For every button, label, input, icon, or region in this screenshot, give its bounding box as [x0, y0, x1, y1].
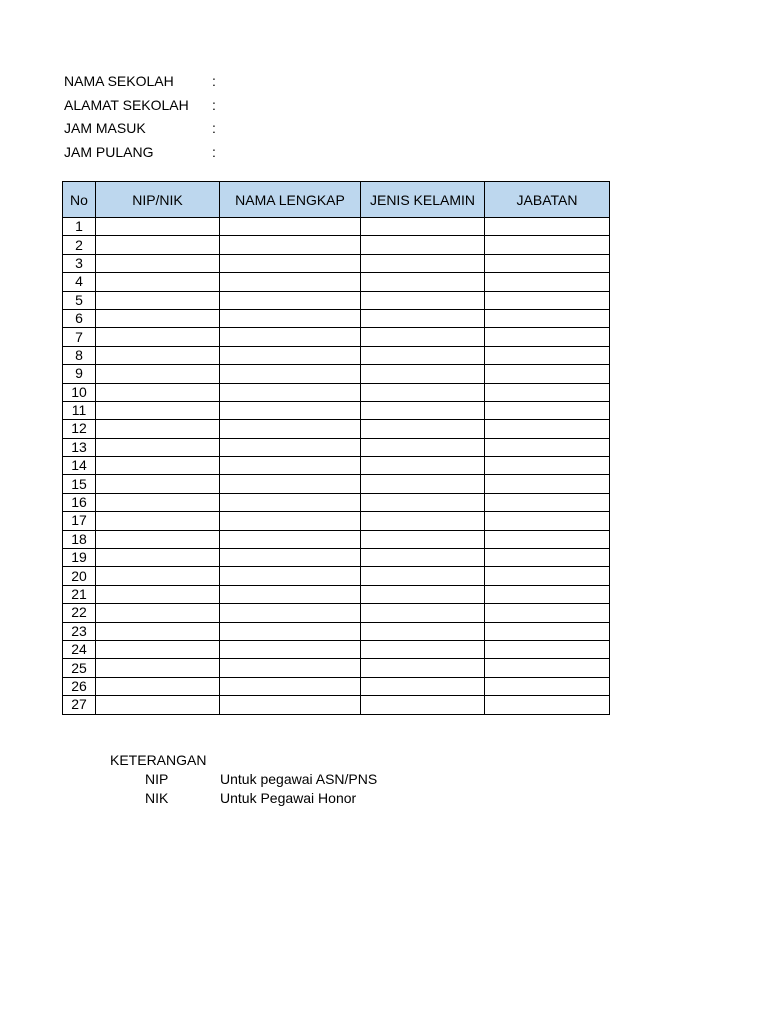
nip-nik-cell[interactable]: [96, 254, 220, 272]
row-number-cell: 11: [63, 401, 96, 419]
nip-nik-cell[interactable]: [96, 622, 220, 640]
position-cell[interactable]: [485, 346, 610, 364]
table-row: [63, 236, 610, 254]
nip-nik-cell[interactable]: [96, 696, 220, 714]
position-cell[interactable]: [485, 291, 610, 309]
gender-cell[interactable]: [361, 438, 485, 456]
gender-cell[interactable]: [361, 218, 485, 236]
table-row: [63, 438, 610, 456]
full-name-cell[interactable]: [220, 530, 361, 548]
table-row: [63, 549, 610, 567]
table-row: [63, 530, 610, 548]
full-name-cell[interactable]: [220, 218, 361, 236]
row-number-cell: 23: [63, 622, 96, 640]
full-name-cell[interactable]: [220, 438, 361, 456]
table-row: [63, 420, 610, 438]
full-name-cell[interactable]: [220, 696, 361, 714]
row-number-cell: 19: [63, 549, 96, 567]
row-number-cell: 24: [63, 640, 96, 658]
row-number-cell: 6: [63, 309, 96, 327]
gender-cell[interactable]: [361, 236, 485, 254]
table-row: [63, 218, 610, 236]
position-cell[interactable]: [485, 640, 610, 658]
gender-cell[interactable]: [361, 622, 485, 640]
header-gender: JENIS KELAMIN: [361, 182, 485, 218]
position-cell[interactable]: [485, 309, 610, 327]
notes-title: KETERANGAN: [110, 752, 207, 768]
note-term: NIK: [145, 790, 169, 806]
info-colon: :: [212, 96, 216, 113]
table-row: [63, 475, 610, 493]
notes-section: [110, 751, 377, 808]
table-row: [63, 604, 610, 622]
staff-table: [62, 181, 610, 715]
nip-nik-cell[interactable]: [96, 640, 220, 658]
gender-cell[interactable]: [361, 420, 485, 438]
row-number-cell: 4: [63, 273, 96, 291]
note-row: [110, 770, 377, 789]
nip-nik-cell[interactable]: [96, 530, 220, 548]
table-row: [63, 622, 610, 640]
nip-nik-cell[interactable]: [96, 365, 220, 383]
full-name-cell[interactable]: [220, 309, 361, 327]
gender-cell[interactable]: [361, 549, 485, 567]
position-cell[interactable]: [485, 420, 610, 438]
info-row-exit-time: [64, 141, 216, 165]
gender-cell[interactable]: [361, 273, 485, 291]
row-number-cell: 1: [63, 218, 96, 236]
nip-nik-cell[interactable]: [96, 567, 220, 585]
table-row: [63, 328, 610, 346]
gender-cell[interactable]: [361, 659, 485, 677]
gender-cell[interactable]: [361, 365, 485, 383]
info-row-entry-time: [64, 117, 216, 141]
table-row: [63, 640, 610, 658]
gender-cell[interactable]: [361, 401, 485, 419]
full-name-cell[interactable]: [220, 677, 361, 695]
position-cell[interactable]: [485, 512, 610, 530]
table-row: [63, 585, 610, 603]
row-number-cell: 13: [63, 438, 96, 456]
position-cell[interactable]: [485, 677, 610, 695]
table-header-row: [63, 182, 610, 218]
header-full-name: NAMA LENGKAP: [220, 182, 361, 218]
table-row: [63, 254, 610, 272]
full-name-cell[interactable]: [220, 365, 361, 383]
nip-nik-cell[interactable]: [96, 604, 220, 622]
position-cell[interactable]: [485, 383, 610, 401]
school-info: [64, 70, 216, 164]
table-row: [63, 696, 610, 714]
nip-nik-cell[interactable]: [96, 420, 220, 438]
nip-nik-cell[interactable]: [96, 677, 220, 695]
table-row: [63, 273, 610, 291]
info-label: JAM MASUK: [64, 120, 146, 136]
table-row: [63, 383, 610, 401]
full-name-cell[interactable]: [220, 549, 361, 567]
full-name-cell[interactable]: [220, 273, 361, 291]
gender-cell[interactable]: [361, 383, 485, 401]
info-row-school-address: [64, 94, 216, 118]
row-number-cell: 12: [63, 420, 96, 438]
nip-nik-cell[interactable]: [96, 273, 220, 291]
gender-cell[interactable]: [361, 328, 485, 346]
row-number-cell: 16: [63, 493, 96, 511]
table-body: [63, 218, 610, 715]
full-name-cell[interactable]: [220, 401, 361, 419]
full-name-cell[interactable]: [220, 567, 361, 585]
gender-cell[interactable]: [361, 493, 485, 511]
table-row: [63, 512, 610, 530]
row-number-cell: 10: [63, 383, 96, 401]
gender-cell[interactable]: [361, 677, 485, 695]
row-number-cell: 27: [63, 696, 96, 714]
position-cell[interactable]: [485, 493, 610, 511]
nip-nik-cell[interactable]: [96, 475, 220, 493]
full-name-cell[interactable]: [220, 659, 361, 677]
row-number-cell: 20: [63, 567, 96, 585]
info-colon: :: [212, 73, 216, 89]
table-row: [63, 291, 610, 309]
gender-cell[interactable]: [361, 604, 485, 622]
gender-cell[interactable]: [361, 567, 485, 585]
info-label: NAMA SEKOLAH: [64, 73, 174, 89]
note-desc: Untuk Pegawai Honor: [220, 790, 357, 806]
gender-cell[interactable]: [361, 309, 485, 327]
gender-cell[interactable]: [361, 475, 485, 493]
full-name-cell[interactable]: [220, 420, 361, 438]
nip-nik-cell[interactable]: [96, 457, 220, 475]
note-desc: Untuk pegawai ASN/PNS: [220, 771, 378, 787]
position-cell[interactable]: [485, 549, 610, 567]
nip-nik-cell[interactable]: [96, 512, 220, 530]
nip-nik-cell[interactable]: [96, 438, 220, 456]
nip-nik-cell[interactable]: [96, 346, 220, 364]
header-position: JABATAN: [485, 182, 610, 218]
row-number-cell: 5: [63, 291, 96, 309]
position-cell[interactable]: [485, 530, 610, 548]
gender-cell[interactable]: [361, 640, 485, 658]
position-cell[interactable]: [485, 236, 610, 254]
info-row-school-name: [64, 70, 216, 94]
full-name-cell[interactable]: [220, 640, 361, 658]
gender-cell[interactable]: [361, 530, 485, 548]
full-name-cell[interactable]: [220, 475, 361, 493]
position-cell[interactable]: [485, 696, 610, 714]
position-cell[interactable]: [485, 567, 610, 585]
note-term: NIP: [145, 771, 169, 787]
full-name-cell[interactable]: [220, 236, 361, 254]
gender-cell[interactable]: [361, 457, 485, 475]
nip-nik-cell[interactable]: [96, 309, 220, 327]
full-name-cell[interactable]: [220, 383, 361, 401]
gender-cell[interactable]: [361, 254, 485, 272]
info-colon: :: [212, 143, 216, 160]
gender-cell[interactable]: [361, 696, 485, 714]
row-number-cell: 8: [63, 346, 96, 364]
nip-nik-cell[interactable]: [96, 585, 220, 603]
nip-nik-cell[interactable]: [96, 328, 220, 346]
row-number-cell: 15: [63, 475, 96, 493]
position-cell[interactable]: [485, 365, 610, 383]
nip-nik-cell[interactable]: [96, 401, 220, 419]
gender-cell[interactable]: [361, 585, 485, 603]
full-name-cell[interactable]: [220, 457, 361, 475]
table-row: [63, 457, 610, 475]
table-row: [63, 493, 610, 511]
position-cell[interactable]: [485, 328, 610, 346]
header-nip-nik: NIP/NIK: [96, 182, 220, 218]
row-number-cell: 2: [63, 236, 96, 254]
row-number-cell: 18: [63, 530, 96, 548]
nip-nik-cell[interactable]: [96, 549, 220, 567]
row-number-cell: 7: [63, 328, 96, 346]
full-name-cell[interactable]: [220, 328, 361, 346]
table-row: [63, 659, 610, 677]
table-row: [63, 567, 610, 585]
full-name-cell[interactable]: [220, 254, 361, 272]
row-number-cell: 3: [63, 254, 96, 272]
nip-nik-cell[interactable]: [96, 291, 220, 309]
full-name-cell[interactable]: [220, 585, 361, 603]
table-row: [63, 365, 610, 383]
table-row: [63, 401, 610, 419]
gender-cell[interactable]: [361, 512, 485, 530]
position-cell[interactable]: [485, 401, 610, 419]
row-number-cell: 26: [63, 677, 96, 695]
note-row: [110, 789, 377, 808]
table-row: [63, 346, 610, 364]
header-no: No: [63, 182, 96, 218]
position-cell[interactable]: [485, 604, 610, 622]
row-number-cell: 14: [63, 457, 96, 475]
row-number-cell: 21: [63, 585, 96, 603]
full-name-cell[interactable]: [220, 346, 361, 364]
row-number-cell: 9: [63, 365, 96, 383]
position-cell[interactable]: [485, 457, 610, 475]
gender-cell[interactable]: [361, 291, 485, 309]
position-cell[interactable]: [485, 659, 610, 677]
full-name-cell[interactable]: [220, 291, 361, 309]
position-cell[interactable]: [485, 273, 610, 291]
row-number-cell: 22: [63, 604, 96, 622]
position-cell[interactable]: [485, 585, 610, 603]
nip-nik-cell[interactable]: [96, 493, 220, 511]
full-name-cell[interactable]: [220, 512, 361, 530]
position-cell[interactable]: [485, 254, 610, 272]
nip-nik-cell[interactable]: [96, 659, 220, 677]
full-name-cell[interactable]: [220, 493, 361, 511]
nip-nik-cell[interactable]: [96, 383, 220, 401]
gender-cell[interactable]: [361, 346, 485, 364]
full-name-cell[interactable]: [220, 622, 361, 640]
info-label: JAM PULANG: [64, 143, 154, 160]
position-cell[interactable]: [485, 218, 610, 236]
row-number-cell: 17: [63, 512, 96, 530]
row-number-cell: 25: [63, 659, 96, 677]
position-cell[interactable]: [485, 438, 610, 456]
info-label: ALAMAT SEKOLAH: [64, 96, 189, 113]
table-row: [63, 309, 610, 327]
full-name-cell[interactable]: [220, 604, 361, 622]
info-colon: :: [212, 120, 216, 136]
nip-nik-cell[interactable]: [96, 236, 220, 254]
nip-nik-cell[interactable]: [96, 218, 220, 236]
position-cell[interactable]: [485, 622, 610, 640]
position-cell[interactable]: [485, 475, 610, 493]
table-row: [63, 677, 610, 695]
